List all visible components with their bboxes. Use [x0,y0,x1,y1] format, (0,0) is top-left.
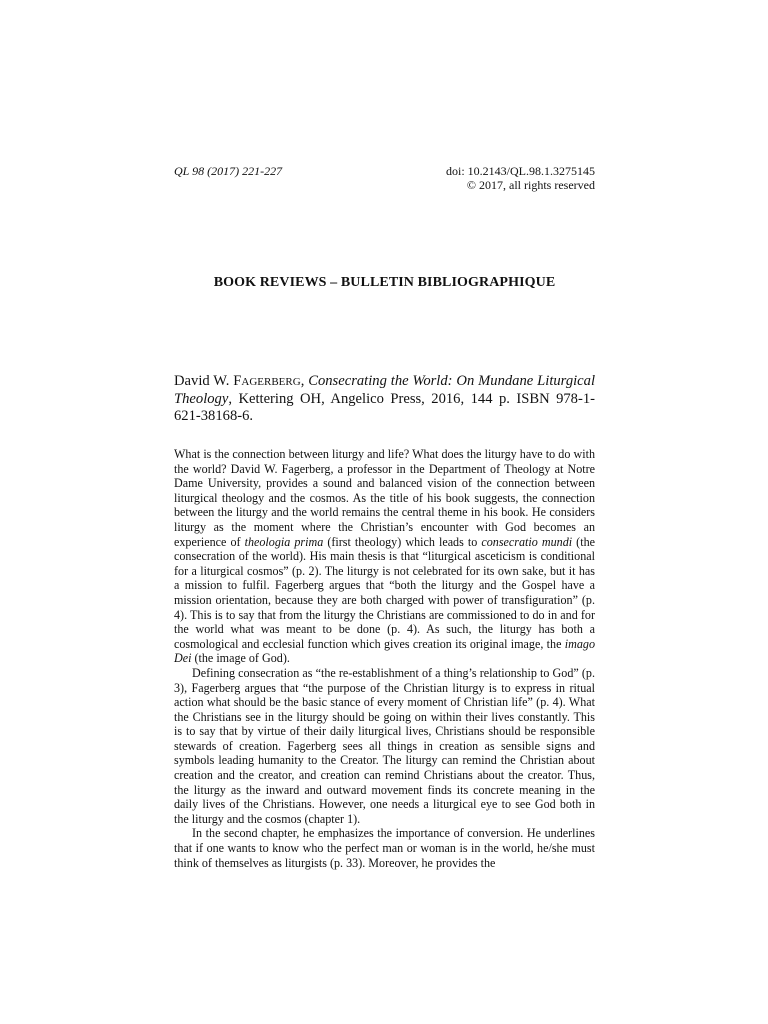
paragraph-1-text-a: What is the connection between liturgy and life? What does the liturgy have to do with the world? David W. Fagerberg, a professor in the Department of Theology at Notre Dame University, provides a sound and balanced vision of the connection between liturgical theology and the cosmos. As the title of his book suggests, the connection between the liturgy and the world remains the central theme in his book. He considers liturgy as the moment where the Christian’s encounter with God becomes an experience of [174,447,595,549]
paragraph-1 [174,447,595,666]
section-title: BOOK REVIEWS – BULLETIN BIBLIOGRAPHIQUE [213,275,556,290]
paragraph-1-text-d: (the image of God). [191,651,290,666]
author-last-name-rest: AGERBERG [241,376,301,388]
journal-reference: QL 98 (2017) 221-227 [174,164,283,178]
book-title: Consecrating the World: On Mundane Liturgical Theology [174,373,595,407]
publication-details: , Kettering OH, Angelico Press, 2016, 144 p. ISBN 978-1-621-38168-6. [174,391,595,424]
citation-separator: , [300,373,309,389]
paragraph-2: Defining consecration as “the re-establishment of a thing’s relationship to God” (p. 3), Fagerberg argues that “the purpose of the Christian liturgy is to express in ritual action what should be the basic stance of every moment of Christian life” (p. 4). What the Christians see in the liturgy should be going on within their lives constantly. This is to say that by virtue of their daily liturgical lives, Christians should be responsible stewards of creation. Fagerberg sees all things in creation as sensible signs and symbols leading humanity to the Creator. The liturgy can remind the Christian about creation and the creator, and creation can remind Christians about the creator. Thus, the liturgy as the inward and outward movement finds its concrete meaning in the daily lives of the Christians. However, one needs a liturgical eye to see God both in the liturgy and the cosmos (chapter 1). [174,665,595,826]
term-consecratio-mundi: consecratio mundi [481,534,573,549]
doi-block [446,164,595,192]
term-theologia-prima: theologia prima [244,534,324,549]
paragraph-1-text-b: (first theology) which leads to [323,534,482,549]
term-imago-dei: imago Dei [174,636,595,666]
author-first-name: David W. [174,373,234,389]
document-page [174,0,595,1024]
paragraph-3: In the second chapter, he emphasizes the importance of conversion. He underlines that if one wants to know who the perfect man or woman is in the world, he/she must think of themselves as liturgists (p. 33). Moreover, he provides the [174,826,595,870]
review-body [174,447,595,870]
paragraph-1-text-c: (the consecration of the world). His main thesis is that “liturgical asceticism is conditional for a liturgical cosmos” (p. 2). The liturgy is not celebrated for its own sake, but it has a mission to fulfil. Fagerberg argues that “both the liturgy and the Gospel have a mission orientation, because they are both charged with power of transfiguration” (p. 4). This is to say that from the liturgy the Christians are commissioned to do in and for the world what was meant to be done (p. 4). As such, the liturgy has both a cosmological and ecclesial function which gives creation its original image, the [174,534,595,651]
copyright-notice: © 2017, all rights reserved [466,178,595,192]
doi: doi: 10.2143/QL.98.1.3275145 [446,164,595,178]
author-last-name-initial: F [233,373,242,389]
book-citation [174,373,595,425]
